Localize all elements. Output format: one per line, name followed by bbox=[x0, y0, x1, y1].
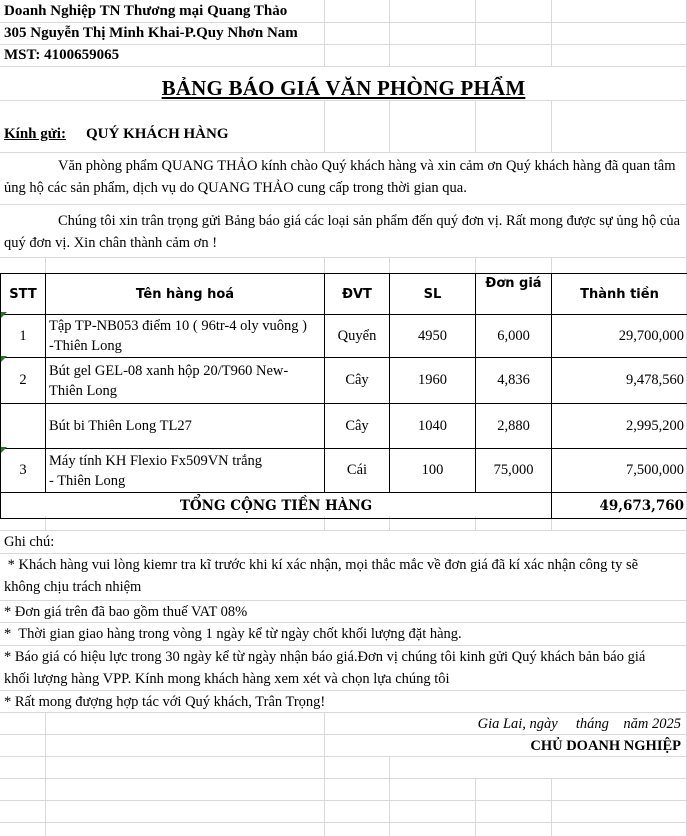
row-quantity: 1040 bbox=[390, 404, 476, 449]
product-name-line-1: Bút gel GEL-08 xanh hộp 20/T960 New- bbox=[49, 362, 289, 379]
total-value: 49,673,760 bbox=[552, 493, 687, 519]
recipient-value: QUÝ KHÁCH HÀNG bbox=[86, 126, 229, 142]
row-unit-price: 2,880 bbox=[476, 404, 552, 449]
row-stt: 2 bbox=[1, 358, 46, 404]
row-unit-price: 75,000 bbox=[476, 449, 552, 493]
table-row bbox=[1, 449, 687, 493]
row-quantity: 100 bbox=[390, 449, 476, 493]
note-item: không chịu trách nhiệm bbox=[4, 579, 142, 595]
note-item: * Báo giá có hiệu lực trong 30 ngày kể từ ngày nhận báo giá.Đơn vị chúng tôi kinh gửi Quý khách bản báo giá bbox=[4, 649, 646, 665]
header-product-name: Tên hàng hoá bbox=[46, 274, 325, 315]
row-product-name: Bút bi Thiên Long TL27 bbox=[46, 404, 325, 449]
intro-paragraph-1: Văn phòng phẩm QUANG THẢO kính chào Quý khách hàng và xin cảm ơn Quý khách hàng đã quan tâm ủng hộ các sản phẩm, dịch vụ do QUANG THẢO cung cấp trong thời gian qua. bbox=[4, 158, 676, 196]
row-amount: 7,500,000 bbox=[552, 449, 687, 493]
table-row bbox=[1, 404, 687, 449]
row-unit: Cái bbox=[325, 449, 390, 493]
cell-error-indicator-icon bbox=[1, 356, 7, 362]
table-row bbox=[1, 358, 687, 404]
row-unit: Quyển bbox=[325, 315, 390, 358]
table-header-row bbox=[1, 274, 687, 315]
row-product-name bbox=[46, 315, 325, 358]
row-stt: 1 bbox=[1, 315, 46, 358]
document-title: BẢNG BÁO GIÁ VĂN PHÒNG PHẨM bbox=[161, 76, 526, 100]
product-name-line-2: - Thiên Long bbox=[49, 472, 126, 489]
row-unit: Cây bbox=[325, 404, 390, 449]
recipient-label: Kính gửi: bbox=[4, 126, 66, 142]
row-product-name bbox=[46, 449, 325, 493]
header-quantity: SL bbox=[390, 274, 476, 315]
cell-error-indicator-icon bbox=[1, 312, 7, 318]
table-row bbox=[1, 315, 687, 358]
table-total-row bbox=[1, 493, 687, 519]
note-item: * Khách hàng vui lòng kiemr tra kĩ trước khi kí xác nhận, mọi thắc mắc về đơn giá đã kí xác nhận công ty sẽ bbox=[4, 557, 639, 573]
header-stt: STT bbox=[1, 274, 46, 315]
cell-error-indicator-icon bbox=[1, 447, 7, 453]
company-address: 305 Nguyễn Thị Minh Khai-P.Quy Nhơn Nam bbox=[4, 25, 298, 41]
row-product-name bbox=[46, 358, 325, 404]
intro-paragraph-2: Chúng tôi xin trân trọng gửi Bảng báo giá các loại sản phẩm đến quý đơn vị. Rất mong được sự ủng hộ của quý đơn vị. Xin chân thành cảm ơn ! bbox=[4, 213, 681, 251]
row-amount: 2,995,200 bbox=[552, 404, 687, 449]
header-amount: Thành tiền bbox=[552, 274, 687, 315]
product-name-line-2: -Thiên Long bbox=[49, 338, 122, 354]
note-item: * Thời gian giao hàng trong vòng 1 ngày kể từ ngày chốt khối lượng đặt hàng. bbox=[4, 626, 462, 642]
row-stt: 3 bbox=[1, 449, 46, 493]
place-date: Gia Lai, ngày tháng năm 2025 bbox=[477, 716, 681, 732]
quotation-table bbox=[0, 273, 687, 519]
note-item: * Rất mong đượng hợp tác với Quý khách, Trân Trọng! bbox=[4, 694, 326, 710]
row-stt bbox=[1, 404, 46, 449]
note-item: khối lượng hàng VPP. Kính mong khách hàng xem xét và chọn lựa chúng tôi bbox=[4, 671, 450, 687]
row-amount: 9,478,560 bbox=[552, 358, 687, 404]
notes-heading: Ghi chú: bbox=[4, 534, 55, 550]
company-tax-id: MST: 4100659065 bbox=[4, 47, 120, 63]
row-unit-price: 4,836 bbox=[476, 358, 552, 404]
row-quantity: 1960 bbox=[390, 358, 476, 404]
row-quantity: 4950 bbox=[390, 315, 476, 358]
product-name-line-2: Thiên Long bbox=[49, 382, 118, 399]
header-unit: ĐVT bbox=[325, 274, 390, 315]
total-label: TỔNG CỘNG TIỀN HÀNG bbox=[1, 493, 552, 519]
signature-role: CHỦ DOANH NGHIỆP bbox=[530, 738, 681, 754]
company-name: Doanh Nghiệp TN Thương mại Quang Thảo bbox=[4, 3, 288, 19]
header-unit-price: Đơn giá bbox=[476, 274, 552, 315]
product-name-line-1: Tập TP-NB053 điểm 10 ( 96tr-4 oly vuông ) bbox=[49, 318, 307, 334]
note-item: * Đơn giá trên đã bao gồm thuế VAT 08% bbox=[4, 604, 248, 620]
row-unit: Cây bbox=[325, 358, 390, 404]
product-name-line-1: Máy tính KH Flexio Fx509VN trắng bbox=[49, 452, 263, 469]
row-unit-price: 6,000 bbox=[476, 315, 552, 358]
row-amount: 29,700,000 bbox=[552, 315, 687, 358]
